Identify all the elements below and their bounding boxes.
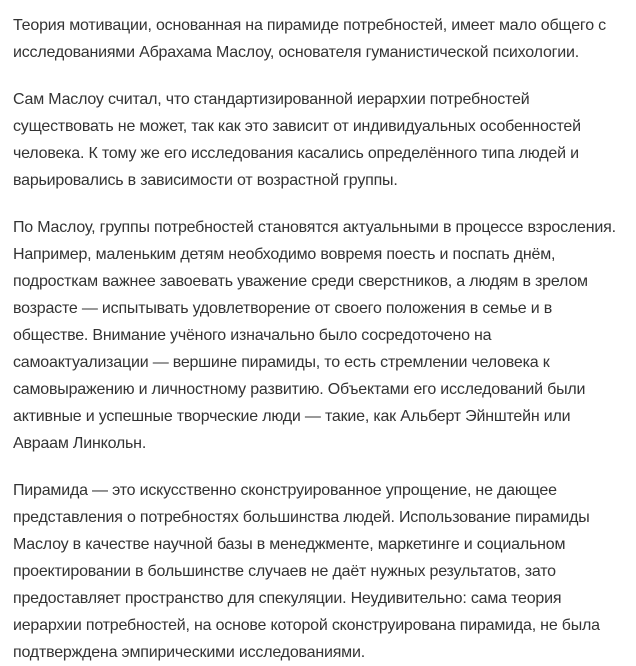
paragraph-maslow-opinion: Сам Маслоу считал, что стандартизированной иерархии потребностей существовать не может, так как это зависит от индивидуальных особенностей человека. К тому же его исследования касались определённого типа людей и варьировались в зависимости от возрастной группы. <box>13 91 581 189</box>
paragraph-intro: Теория мотивации, основанная на пирамиде потребностей, имеет мало общего с исследованиями Абрахама Маслоу, основателя гуманистической психологии. <box>13 17 606 61</box>
paragraph-needs-by-age: По Маслоу, группы потребностей становятся актуальными в процессе взросления. Например, маленьким детям необходимо вовремя поесть и поспать днём, подросткам важнее завоевать уважение среди сверстников, а людям в зрелом возрасте — испытывать удовлетворение от своего положения в семье и в обществе. Внимание учёного изначально было сосредоточено на самоактуализации — вершине пирамиды, то есть стремлении человека к самовыражению и личностному развитию. Объектами его исследований были активные и успешные творческие люди — такие, как Альберт Эйнштейн или Авраам Линкольн. <box>13 219 616 452</box>
paragraph-pyramid-criticism: Пирамида — это искусственно сконструированное упрощение, не дающее представления о потребностях большинства людей. Использование пирамиды Маслоу в качестве научной базы в менеджменте, маркетинге и социальном проектировании в большинстве случаев не даёт нужных результатов, зато предоставляет пространство для спекуляции. Неудивительно: сама теория иерархии потребностей, на основе которой сконструирована пирамида, не была подтверждена эмпирическими исследованиями. <box>13 482 600 661</box>
